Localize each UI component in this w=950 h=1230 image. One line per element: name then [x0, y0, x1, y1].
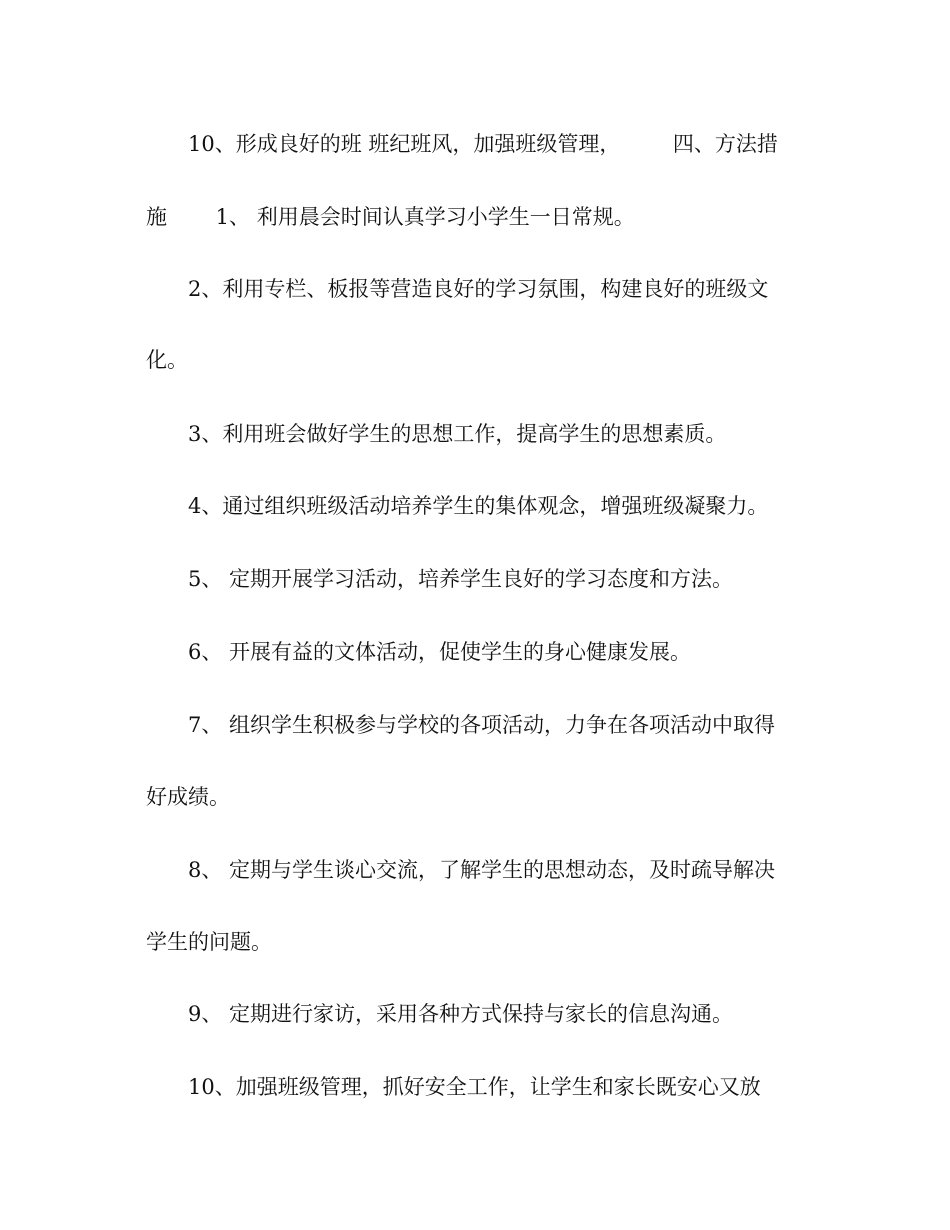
text-line-2: 施 1、 利用晨会时间认真学习小学生一日常规。 — [146, 205, 635, 229]
text-line-1: 10、形成良好的班 班纪班风，加强班级管理， 四、方法措 — [146, 132, 778, 156]
text-line-8: 6、 开展有益的文体活动，促使学生的身心健康发展。 — [146, 640, 692, 664]
text-line-13: 9、 定期进行家访，采用各种方式保持与家长的信息沟通。 — [146, 1002, 734, 1026]
text-line-12: 学生的问题。 — [146, 930, 272, 954]
text-line-14: 10、加强班级管理，抓好安全工作，让学生和家长既安心又放 — [146, 1075, 761, 1099]
text-line-11: 8、 定期与学生谈心交流，了解学生的思想动态，及时疏导解决 — [146, 858, 776, 882]
text-line-6: 4、通过组织班级活动培养学生的集体观念，增强班级凝聚力。 — [146, 494, 769, 518]
text-line-5: 3、利用班会做好学生的思想工作，提高学生的思想素质。 — [146, 422, 727, 446]
text-line-9: 7、 组织学生积极参与学校的各项活动，力争在各项活动中取得 — [146, 713, 776, 737]
text-line-3: 2、利用专栏、板报等营造良好的学习氛围，构建良好的班级文 — [146, 277, 769, 301]
text-line-10: 好成绩。 — [146, 785, 230, 809]
text-line-7: 5、 定期开展学习活动，培养学生良好的学习态度和方法。 — [146, 567, 734, 591]
text-line-4: 化。 — [146, 348, 188, 372]
